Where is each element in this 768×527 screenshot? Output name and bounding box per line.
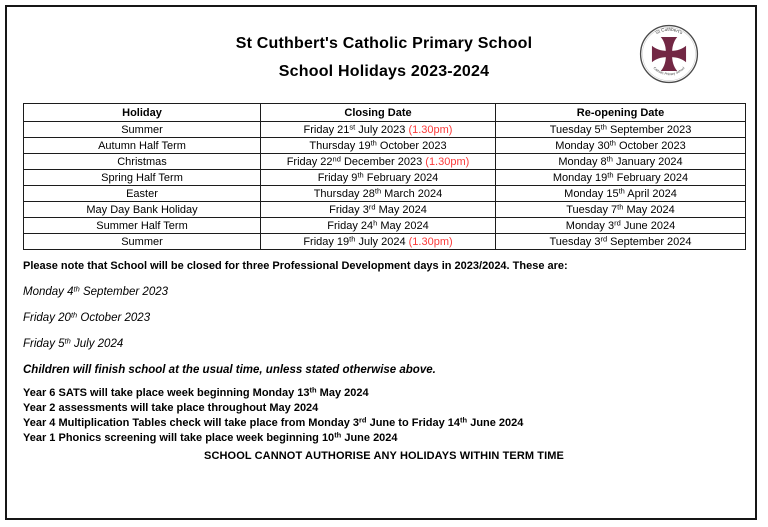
holidays-table-body: [24, 122, 746, 250]
holiday-cell: Spring Half Term: [24, 170, 261, 186]
document-subtitle: School Holidays 2023-2024: [278, 63, 490, 80]
closing-date-cell: Thursday 19th October 2023: [261, 138, 496, 154]
reopening-date-cell: Monday 8th January 2024: [496, 154, 746, 170]
reopening-date-cell: Monday 3rd June 2024: [496, 218, 746, 234]
note-paragraph: Children will finish school at the usual time, unless stated otherwise above.: [23, 364, 436, 376]
closing-date-cell: Friday 22nd December 2023 (1.30pm): [261, 154, 496, 170]
reopening-date-cell: Monday 15th April 2024: [496, 186, 746, 202]
table-row: [24, 138, 746, 154]
holiday-cell: Summer: [24, 122, 261, 138]
event-line: Year 1 Phonics screening will take place week beginning 10th June 2024: [23, 430, 398, 444]
closing-date-cell: Friday 21st July 2023 (1.30pm): [261, 122, 496, 138]
reopening-date-cell: Tuesday 5th September 2023: [496, 122, 746, 138]
note-paragraph: Monday 4th September 2023: [23, 284, 169, 298]
holiday-cell: Summer: [24, 234, 261, 250]
reopening-date-cell: Monday 19th February 2024: [496, 170, 746, 186]
closing-time-highlight: (1.30pm): [408, 123, 453, 136]
crest-bottom-text: Catholic Primary School: [652, 66, 686, 77]
note-paragraph: Please note that School will be closed for three Professional Development days in 2023/2024. These are:: [23, 260, 568, 272]
holiday-cell: Easter: [24, 186, 261, 202]
table-header-row: [24, 104, 746, 122]
note-paragraph: Friday 20th October 2023: [23, 310, 151, 324]
closing-date-cell: Friday 19th July 2024 (1.30pm): [261, 234, 496, 250]
events-section: [23, 386, 745, 446]
crest-top-text: St Cuthbert's: [654, 26, 684, 36]
document-title: St Cuthbert's Catholic Primary School: [235, 35, 533, 52]
holiday-cell: Autumn Half Term: [24, 138, 261, 154]
event-line: Year 6 SATS will take place week beginning Monday 13th May 2024: [23, 385, 369, 399]
holiday-cell: Summer Half Term: [24, 218, 261, 234]
table-row: [24, 122, 746, 138]
event-line: Year 4 Multiplication Tables check will take place from Monday 3rd June to Friday 14th June 2024: [23, 415, 524, 429]
closing-date-cell: Friday 9th February 2024: [261, 170, 496, 186]
notes-section: [23, 260, 745, 390]
event-line: Year 2 assessments will take place throughout May 2024: [23, 402, 319, 414]
header-closing-date: Closing Date: [261, 104, 496, 122]
table-row: [24, 154, 746, 170]
closing-date-cell: Friday 24$^h$ May 2024: [261, 218, 496, 234]
closing-time-highlight: (1.30pm): [425, 155, 470, 168]
holidays-table: [23, 103, 746, 250]
note-paragraph: Friday 5th July 2024: [23, 336, 124, 350]
reopening-date-cell: Tuesday 7th May 2024: [496, 202, 746, 218]
table-row: [24, 186, 746, 202]
header-reopening-date: Re-opening Date: [496, 104, 746, 122]
table-row: [24, 234, 746, 250]
table-row: [24, 170, 746, 186]
table-row: [24, 202, 746, 218]
closing-time-highlight: (1.30pm): [408, 235, 453, 248]
term-time-notice: SCHOOL CANNOT AUTHORISE ANY HOLIDAYS WITHIN TERM TIME: [204, 450, 564, 462]
holiday-cell: May Day Bank Holiday: [24, 202, 261, 218]
school-crest-logo: [638, 23, 700, 85]
reopening-date-cell: Monday 30th October 2023: [496, 138, 746, 154]
closing-date-cell: Thursday 28th March 2024: [261, 186, 496, 202]
holiday-cell: Christmas: [24, 154, 261, 170]
header-holiday: Holiday: [24, 104, 261, 122]
closing-date-cell: Friday 3rd May 2024: [261, 202, 496, 218]
reopening-date-cell: Tuesday 3rd September 2024: [496, 234, 746, 250]
table-row: [24, 218, 746, 234]
